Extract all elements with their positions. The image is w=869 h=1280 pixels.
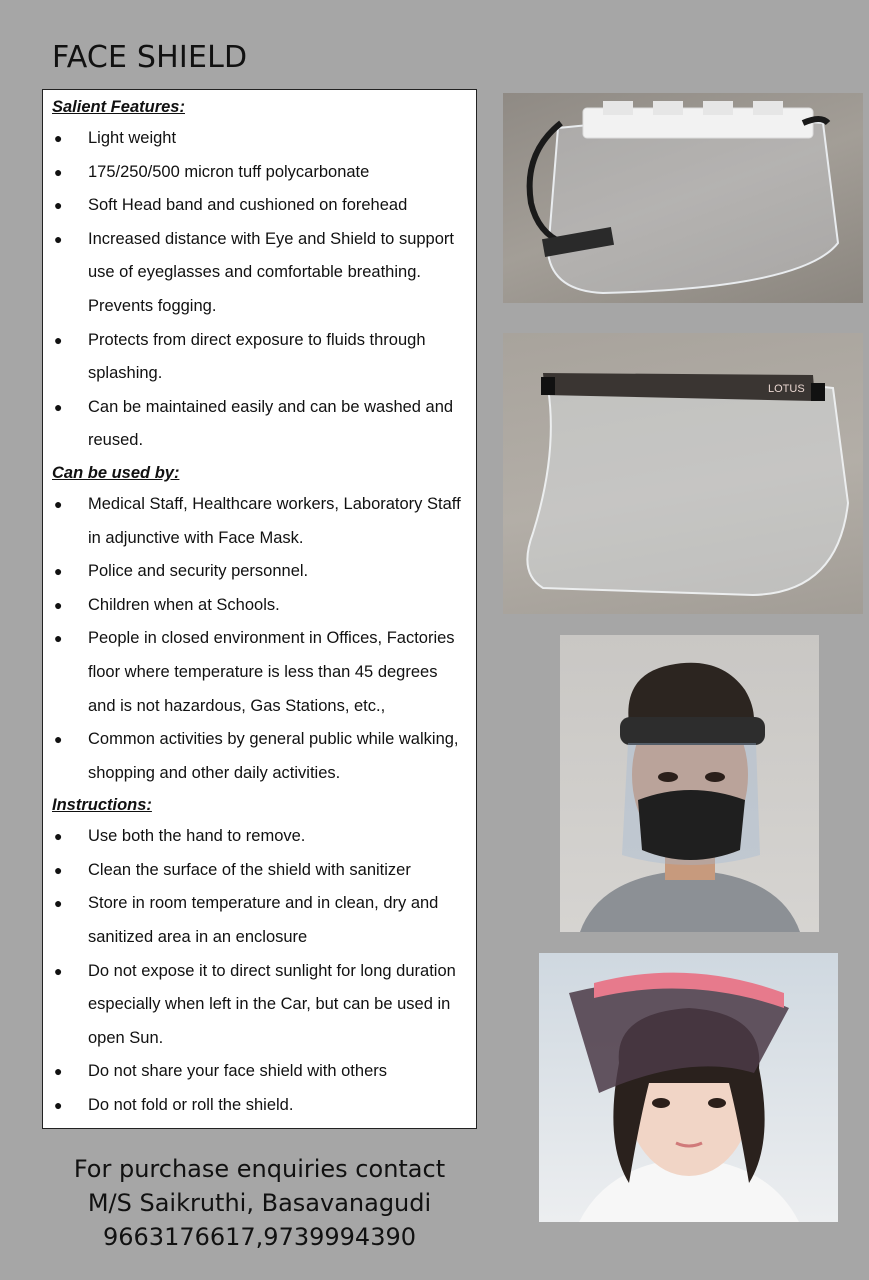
list-item: ● Do not share your face shield with others	[54, 1062, 387, 1081]
lotus-logo: LOTUS	[768, 383, 805, 395]
list-item: ● Police and security personnel.	[54, 562, 309, 581]
list-item: ● Soft Head band and cushioned on forehead	[54, 196, 408, 215]
list-item: ● 175/250/500 micron tuff polycarbonate	[54, 162, 370, 181]
list-item: ● Common activities by general public while walking, shopping and other daily activities.	[54, 730, 459, 782]
list-item: ● Do not expose it to direct sunlight for long duration especially when left in the Car, but can be used in open Sun.	[54, 961, 456, 1047]
product-photo-shield-top	[503, 93, 863, 303]
page-title: FACE SHIELD	[52, 40, 248, 75]
usage-list	[52, 488, 464, 790]
instructions-list	[52, 820, 464, 1122]
list-item: ● Protects from direct exposure to fluids through splashing.	[54, 330, 426, 383]
salient-features-list	[52, 122, 464, 458]
contact-line-vendor: M/S Saikruthi, Basavanagudi	[87, 1189, 432, 1217]
list-item: ● Clean the surface of the shield with sanitizer	[54, 860, 411, 879]
list-item: ● People in closed environment in Offices, Factories floor where temperature is less than 45 degrees and is not hazardous, Gas Stations, etc.,	[54, 629, 455, 715]
section-heading-instructions: Instructions:	[52, 796, 152, 815]
section-heading-can-be-used-by: Can be used by:	[52, 463, 180, 482]
section-heading-salient-features: Salient Features:	[52, 98, 185, 116]
contact-line-enquiries: For purchase enquiries contact	[73, 1155, 446, 1183]
list-item: ● Increased distance with Eye and Shield to support use of eyeglasses and comfortable breathing. Prevents fogging.	[54, 229, 454, 315]
contact-footer	[42, 1152, 477, 1254]
list-item: ● Use both the hand to remove.	[54, 827, 306, 846]
list-item: ● Medical Staff, Healthcare workers, Laboratory Staff in adjunctive with Face Mask.	[54, 494, 461, 547]
list-item: ● Children when at Schools.	[54, 595, 280, 614]
list-item: ● Light weight	[54, 129, 177, 147]
contact-line-phone: 9663176617,9739994390	[102, 1223, 417, 1251]
list-item: ● Store in room temperature and in clean, dry and sanitized area in an enclosure	[54, 894, 439, 947]
product-photo-boy-wearing-shield	[560, 635, 819, 932]
product-photo-girl-wearing-shield	[539, 953, 838, 1222]
list-item: ● Do not fold or roll the shield.	[54, 1096, 294, 1115]
list-item: ● Can be maintained easily and can be washed and reused.	[54, 397, 454, 450]
features-panel	[42, 89, 477, 1129]
product-photo-shield-lotus	[503, 333, 863, 614]
